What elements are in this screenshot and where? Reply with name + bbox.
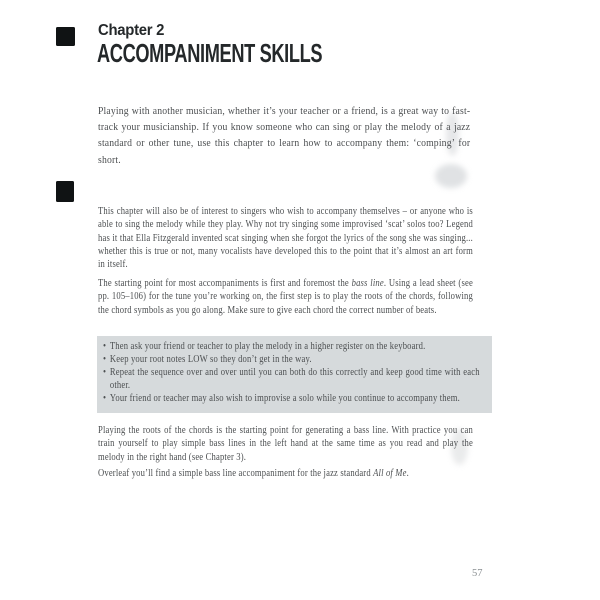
paragraph-text-segment: Overleaf you’ll find a simple bass line accompaniment for the jazz standard: [98, 468, 374, 479]
chapter-label: Chapter 2: [98, 22, 165, 39]
intro-paragraph: Playing with another musician, whether it’s your teacher or a friend, is a great way to fast-track your musicianship. If you know someone who can sing or play the melody of a jazz standard or other tune, use this chapter to learn how to accompany them: ‘comping’ for short.: [98, 105, 471, 166]
bassline-paragraph: [98, 277, 473, 317]
callout-bullet-list: [97, 336, 480, 406]
margin-tab-marker-second: [56, 181, 74, 202]
callout-bullet: • Your friend or teacher may also wish to improvise a solo while you continue to accompany them.: [102, 393, 480, 406]
paragraph-text-segment: .: [406, 468, 409, 479]
page-title: ACCOMPANIMENT SKILLS: [97, 38, 323, 68]
overleaf-paragraph: [98, 467, 473, 480]
page-number: 57: [472, 568, 483, 579]
roots-paragraph: Playing the roots of the chords is the starting point for generating a bass line. With practice you can train yourself to play simple bass lines in the left hand at the same time as you read and play the melody in the right hand (see Chapter 3).: [98, 425, 473, 463]
song-title-italic: All of Me: [373, 468, 407, 479]
bassline-italic-term: bass line: [351, 278, 384, 289]
singers-paragraph: This chapter will also be of interest to singers who wish to accompany themselves – or anyone who is able to sing the melody while they play. Why not try singing some improvised ‘scat’ solos too? Legend has it that Ella Fitzgerald invented scat singing when she forgot the lyrics of the song she was singing... whether this is true or not, many vocalists have developed this to the point that it’s almost an art form in itself.: [98, 206, 473, 271]
paragraph-text-segment: . Using a lead sheet (see pp. 105–106) for the tune you’re working on, the first step is to play the roots of the chords, following the chord symbols as you go along. Make sure to give each chord the correct number of beats.: [98, 278, 473, 316]
callout-bullet: • Then ask your friend or teacher to play the melody in a higher register on the keyboard.: [102, 341, 480, 354]
callout-bullet: • Repeat the sequence over and over until you can both do this correctly and keep good time with each other.: [102, 367, 480, 393]
callout-bullet: • Keep your root notes LOW so they don’t get in the way.: [102, 354, 480, 367]
paragraph-text-segment: The starting point for most accompaniments is first and foremost the: [98, 278, 352, 289]
margin-tab-marker-top: [56, 27, 75, 46]
tip-callout-box: [97, 336, 492, 413]
